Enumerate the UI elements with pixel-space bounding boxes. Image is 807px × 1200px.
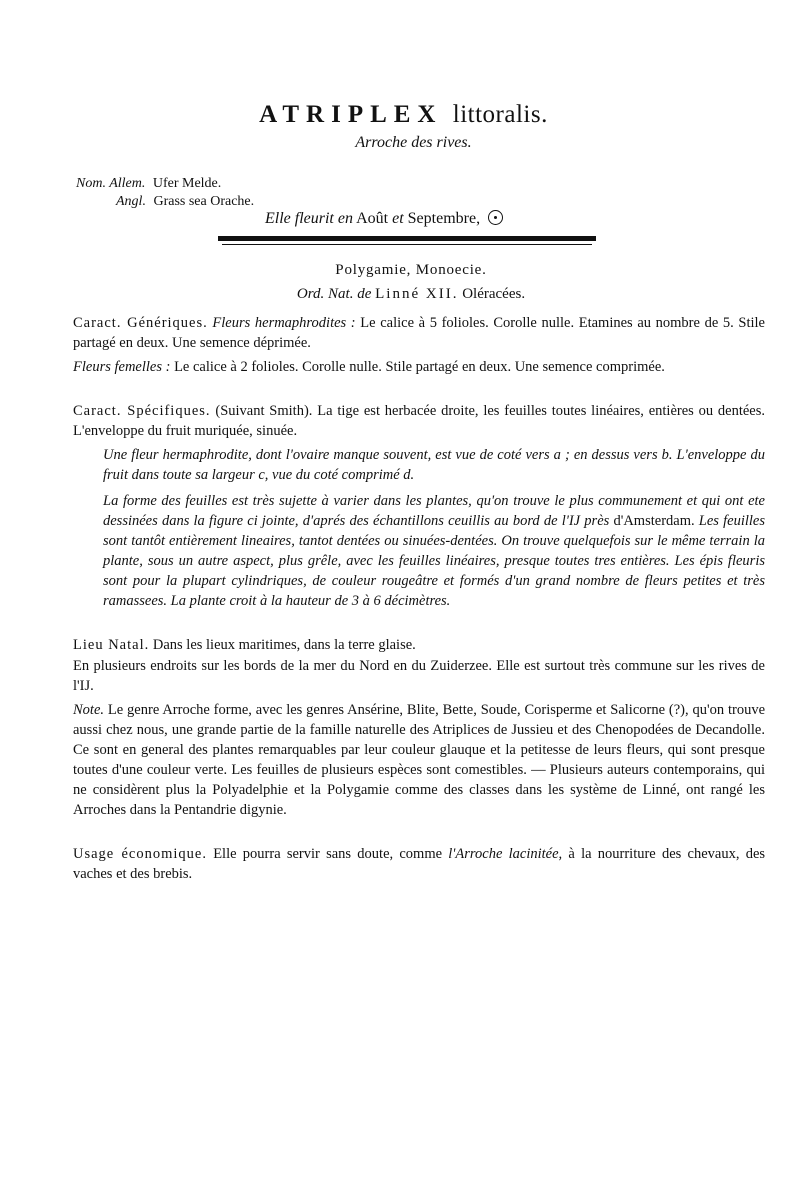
female-flowers [73,357,765,377]
flowering-month-2: Septembre, [407,210,481,227]
leaf-form-text-2: Les feuilles sont tantôt entièrement lineaires, tantot dentées ou sinuées-dentées. On trouve quelquefois sur le même terrain la plante, sous un autre aspect, plus grêle, avec les feuilles linéaires, presque toutes tres entières. Les épis fleuris sont pour la plupart cylindriques, de couleur rougeâtre et formés d'un grand nombre de fleurs petites et très ramassees. La plante croit à la hauteur de 3 à 6 décimètres. [103,513,766,609]
native-place [73,635,765,655]
usage-italic: l'Arroche lacinitée, [448,846,563,862]
specific-characters [73,401,765,441]
usage-text-1: Elle pourra servir sans doute, comme [213,846,443,862]
economic-use [73,844,765,884]
flowering-text-c: et [392,210,404,227]
species-name: littoralis. [452,101,548,128]
flowering-month-1: Août [356,210,389,227]
english-label: Angl. [116,194,146,209]
usage-text-2: à la nourriture des chevaux, des vaches et des brebis. [73,846,766,882]
divider-thin [222,244,592,245]
flowering-text-a: Elle fleurit en [265,210,353,227]
generic-text: Le calice à 5 folioles. Corolle nulle. Etamines au nombre de 5. Stile partagé en deux. Une semence déprimée. [73,315,765,351]
flowering-period [265,208,503,228]
order-family: Oléracées. [462,286,526,302]
page-title [0,98,807,132]
native-text: Dans les lieux maritimes, dans la terre glaise. [152,637,416,653]
german-label: Nom. Allem. [76,176,146,191]
generic-characters [73,313,765,353]
natural-order [0,286,807,303]
figure-description: Une fleur hermaphrodite, dont l'ovaire manque souvent, est vue de coté vers a ; en dessus vers b. L'enveloppe du fruit dans toute sa largeur c, vue du coté comprimé d. [103,447,765,483]
note-text: Le genre Arroche forme, avec les genres Ansérine, Blite, Bette, Soude, Corisperme et Salicorne (?), qu'on trouve aussi chez nous, une grande partie de la famille naturelle des Atriplices de Jussieu et des Chenopodées de Decandolle. Ce sont en general des plantes remarquables par leur couleur glauque et la petitesse de leurs fleurs, qui sont presque toutes d'une couleur verte. Les feuilles de plusieurs espèces sont comestibles. — Plusieurs auteurs contemporains, qui ne considèrent plus la Polyadelphie et la Polygamie comme des classes dans les système de Linné, ont rangé les Arroches dans la Pentandrie digynie. [73,702,766,818]
german-name-row [76,175,254,193]
divider-thick [218,236,596,241]
generic-label: Caract. Génériques. [73,315,208,331]
specific-text: La tige est herbacée droite, les feuilles toutes linéaires, entières ou dentées. L'enveloppe du fruit muriquée, sinuée. [73,403,766,439]
note-paragraph [73,700,765,820]
english-name-row [76,193,254,211]
vernacular-names [76,175,254,211]
genus-name: ATRIPLEX [259,101,443,128]
annual-symbol-icon [488,210,503,225]
leaf-form-text-1: La forme des feuilles est très sujette à varier dans les plantes, qu'on trouve le plus communement et qui ont ete dessinées dans la figure ci jointe, d'aprés des échantillons ceuillis au bord de l'IJ près [103,493,765,529]
french-common-name: Arroche des rives. [355,134,472,151]
linnaean-class: Polygamie, Monoecie. [335,262,487,278]
leaf-form-place: d'Amsterdam. [613,513,695,529]
generic-italic: Fleurs hermaphrodites : [212,315,356,331]
leaf-form-description [103,491,765,611]
usage-label: Usage économique. [73,846,207,862]
female-label: Fleurs femelles : [73,359,171,375]
specific-label: Caract. Spécifiques. [73,403,211,419]
note-label: Note. [73,702,105,718]
english-name: Grass sea Orache. [153,194,255,209]
german-name: Ufer Melde. [152,176,222,191]
order-linne: Linné XII. [375,286,459,302]
locations: En plusieurs endroits sur les bords de la mer du Nord en du Zuiderzee. Elle est surtout très commune sur les rives de l'IJ. [73,658,765,694]
order-de: de [357,286,372,302]
native-label: Lieu Natal. [73,637,150,653]
female-text: Le calice à 2 folioles. Corolle nulle. Stile partagé en deux. Une semence comprimée. [174,359,665,375]
order-label: Ord. Nat. [296,286,354,302]
specific-author: (Suivant Smith). [215,403,313,419]
